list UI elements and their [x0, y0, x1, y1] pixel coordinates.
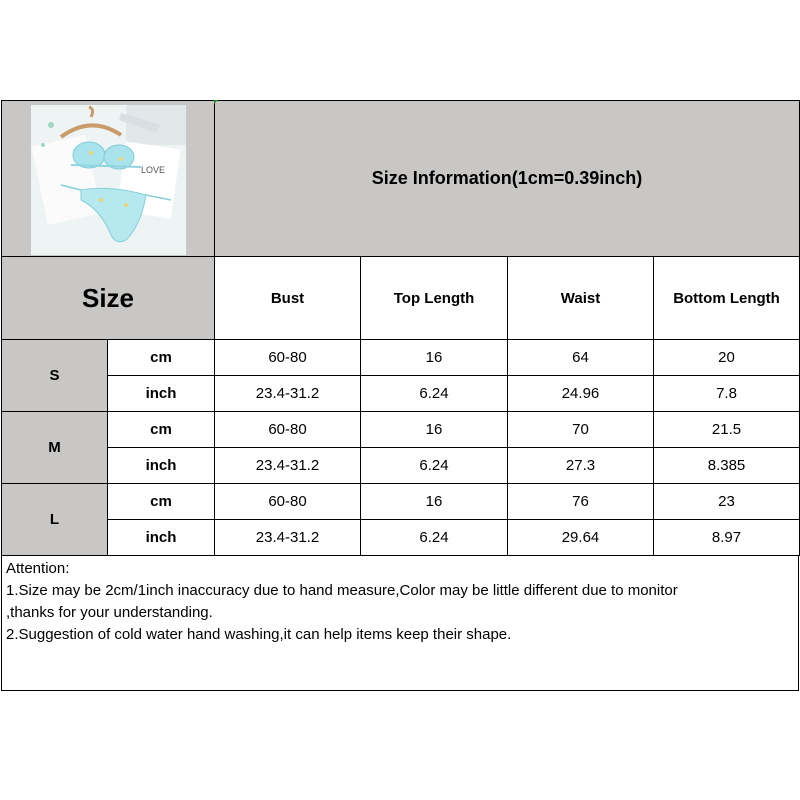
bust-value: 23.4-31.2	[215, 376, 361, 412]
bottom-length-value: 8.97	[654, 520, 800, 556]
table-row	[2, 412, 800, 448]
table-row	[2, 340, 800, 376]
table-row	[2, 520, 800, 556]
bust-value: 23.4-31.2	[215, 520, 361, 556]
bottom-length-value: 23	[654, 484, 800, 520]
waist-value: 64	[508, 340, 654, 376]
unit-label: inch	[108, 448, 215, 484]
waist-value: 70	[508, 412, 654, 448]
size-chart	[1, 100, 799, 698]
waist-value: 29.64	[508, 520, 654, 556]
size-table	[1, 100, 800, 556]
column-header-bust: Bust	[215, 257, 361, 340]
bust-value: 60-80	[215, 412, 361, 448]
unit-label: cm	[108, 340, 215, 376]
size-label-l: L	[2, 484, 108, 556]
size-header: Size	[2, 257, 215, 340]
bottom-length-value: 20	[654, 340, 800, 376]
bottom-length-value: 8.385	[654, 448, 800, 484]
size-information-title: Size Information(1cm=0.39inch)	[215, 101, 800, 257]
attention-note-1: 1.Size may be 2cm/1inch inaccuracy due to hand measure,Color may be little different due to monitor	[6, 582, 678, 599]
top-length-value: 6.24	[361, 520, 508, 556]
bust-value: 23.4-31.2	[215, 448, 361, 484]
unit-label: inch	[108, 376, 215, 412]
attention-notes	[1, 556, 799, 691]
product-photo	[31, 105, 186, 255]
waist-value: 27.3	[508, 448, 654, 484]
product-photo-image	[31, 105, 186, 255]
bottom-length-value: 21.5	[654, 412, 800, 448]
top-length-value: 6.24	[361, 376, 508, 412]
bust-value: 60-80	[215, 340, 361, 376]
bust-value: 60-80	[215, 484, 361, 520]
top-length-value: 16	[361, 340, 508, 376]
table-row	[2, 376, 800, 412]
attention-note-1-continued: ,thanks for your understanding.	[6, 604, 213, 621]
column-header-waist: Waist	[508, 257, 654, 340]
size-label-s: S	[2, 340, 108, 412]
attention-note-2: 2.Suggestion of cold water hand washing,it can help items keep their shape.	[6, 626, 512, 643]
product-photo-cell	[2, 101, 215, 257]
top-length-value: 16	[361, 412, 508, 448]
unit-label: inch	[108, 520, 215, 556]
bottom-length-value: 7.8	[654, 376, 800, 412]
attention-heading: Attention:	[6, 560, 70, 577]
unit-label: cm	[108, 484, 215, 520]
unit-label: cm	[108, 412, 215, 448]
top-length-value: 6.24	[361, 448, 508, 484]
cell-marker	[214, 100, 218, 104]
table-row	[2, 448, 800, 484]
waist-value: 76	[508, 484, 654, 520]
top-length-value: 16	[361, 484, 508, 520]
waist-value: 24.96	[508, 376, 654, 412]
column-header-bottom-length: Bottom Length	[654, 257, 800, 340]
photo-caption: LOVE	[140, 164, 165, 175]
size-label-m: M	[2, 412, 108, 484]
table-row	[2, 484, 800, 520]
column-header-top-length: Top Length	[361, 257, 508, 340]
